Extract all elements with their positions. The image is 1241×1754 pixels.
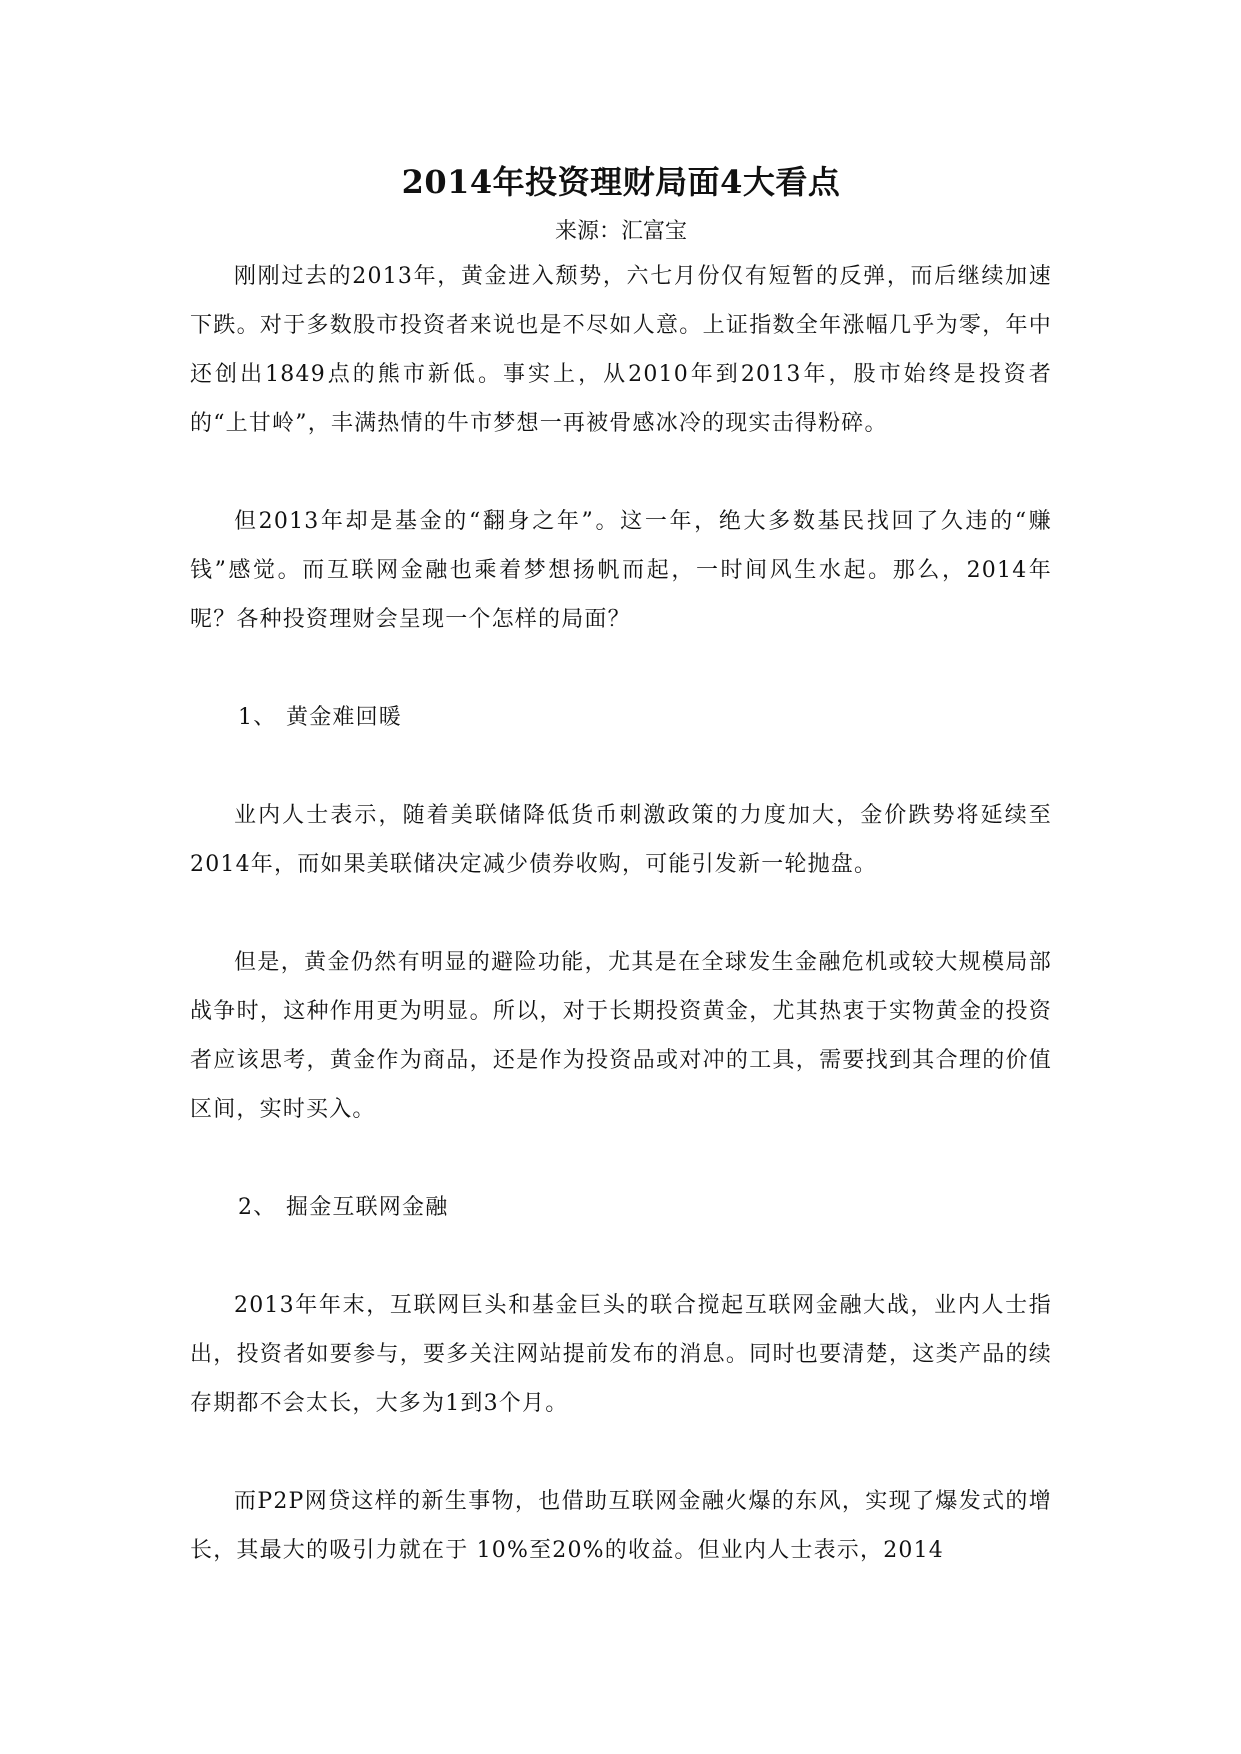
- blank-line: [190, 889, 1052, 938]
- blank-line: [190, 1428, 1052, 1477]
- blank-line: [190, 448, 1052, 497]
- blank-line: [190, 1232, 1052, 1281]
- paragraph: 而P2P网贷这样的新生事物，也借助互联网金融火爆的东风，实现了爆发式的增长，其最大的吸引力就在于 10%至20%的收益。但业内人士表示，2014: [190, 1489, 1052, 1563]
- paragraph: 2013年年末，互联网巨头和基金巨头的联合搅起互联网金融大战，业内人士指出，投资者如要参与，要多关注网站提前发布的消息。同时也要清楚，这类产品的续存期都不会太长，大多为1到3个月。: [190, 1293, 1052, 1416]
- section-number: 2、: [238, 1195, 277, 1220]
- section-heading: [190, 1183, 1052, 1232]
- section-heading-text: 掘金互联网金融: [286, 1195, 449, 1220]
- blank-line: [190, 1134, 1052, 1183]
- document-source: 来源：汇富宝: [554, 219, 687, 244]
- paragraph: 业内人士表示，随着美联储降低货币刺激政策的力度加大，金价跌势将延续至2014年，而如果美联储决定减少债券收购，可能引发新一轮抛盘。: [190, 803, 1052, 877]
- section-heading-text: 黄金难回暖: [286, 705, 403, 730]
- document-title: 2014年投资理财局面4大看点: [401, 163, 841, 201]
- section-heading: [190, 693, 1052, 742]
- blank-line: [190, 742, 1052, 791]
- paragraph: 但是，黄金仍然有明显的避险功能，尤其是在全球发生金融危机或较大规模局部战争时，这种作用更为明显。所以，对于长期投资黄金，尤其热衷于实物黄金的投资者应该思考，黄金作为商品，还是作为投资品或对冲的工具，需要找到其合理的价值区间，实时买入。: [190, 950, 1052, 1122]
- document-page: [190, 158, 1052, 1575]
- paragraph: 刚刚过去的2013年，黄金进入颓势，六七月份仅有短暂的反弹，而后继续加速下跌。对于多数股市投资者来说也是不尽如人意。上证指数全年涨幅几乎为零，年中还创出1849点的熊市新低。事实上，从2010年到2013年，股市始终是投资者的“上甘岭”，丰满热情的牛市梦想一再被骨感冰冷的现实击得粉碎。: [190, 264, 1052, 436]
- blank-line: [190, 644, 1052, 693]
- paragraph: 但2013年却是基金的“翻身之年”。这一年，绝大多数基民找回了久违的“赚钱”感觉。而互联网金融也乘着梦想扬帆而起，一时间风生水起。那么，2014年呢？各种投资理财会呈现一个怎样的局面？: [190, 509, 1052, 632]
- section-number: 1、: [238, 705, 277, 730]
